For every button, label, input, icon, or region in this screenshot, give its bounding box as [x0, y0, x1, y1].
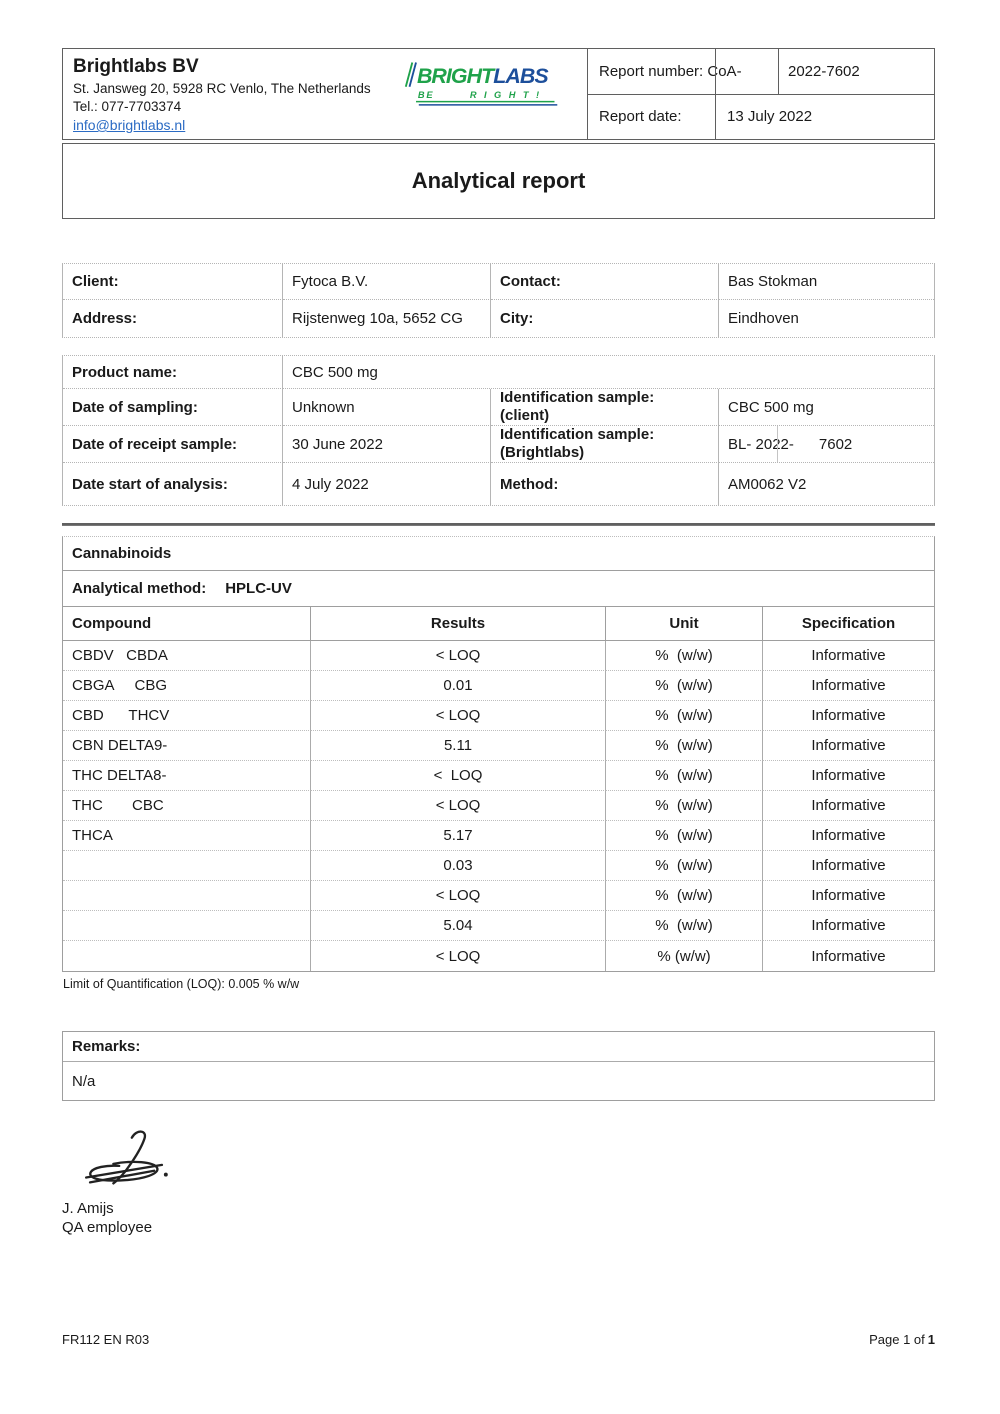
logo-tagline-right: RIGHT!: [469, 89, 547, 100]
table-header-row: [63, 607, 934, 641]
result-cell: < LOQ: [311, 881, 606, 911]
cell-divider: [777, 426, 778, 462]
brightlabs-logo-image: [403, 57, 561, 109]
date-of-receipt-label: Date of receipt sample:: [63, 426, 283, 463]
unit-cell: % (w/w): [606, 641, 763, 671]
specification-cell: Informative: [763, 911, 934, 941]
result-cell: 0.03: [311, 851, 606, 881]
report-date-row: [588, 95, 934, 140]
date-start-analysis-value: 4 July 2022: [283, 463, 491, 505]
unit-cell: % (w/w): [606, 911, 763, 941]
signatory-role: QA employee: [62, 1219, 153, 1236]
signature-image: [75, 1127, 177, 1195]
remarks-value: N/a: [72, 1072, 96, 1090]
specification-cell: Informative: [811, 947, 886, 965]
identification-lab-label: Identification sample: (Brightlabs): [491, 426, 719, 463]
svg-text:BRIGHTLABS: [417, 64, 549, 88]
footer-doc-code: FR112 EN R03: [62, 1332, 150, 1347]
compound-cell: CBN DELTA9-: [63, 731, 311, 761]
address-label: Address:: [63, 300, 283, 337]
method-value: AM0062 V2: [728, 475, 807, 493]
product-name-value: CBC 500 mg: [283, 356, 934, 389]
compound-cell: THC DELTA8-: [63, 761, 311, 791]
column-header-results: Results: [311, 607, 606, 640]
city-label: City:: [491, 300, 719, 337]
result-cell: < LOQ: [311, 761, 606, 791]
unit-cell: % (w/w): [606, 731, 763, 761]
client-value: Fytoca B.V.: [283, 264, 491, 300]
compound-cell: [63, 851, 311, 881]
page-footer: [62, 1332, 935, 1347]
table-row: [63, 671, 934, 701]
signatory-name: J. Amijs: [62, 1200, 114, 1217]
unit-cell: % (w/w): [606, 821, 763, 851]
contact-label: Contact:: [491, 264, 719, 300]
specification-cell: Informative: [763, 671, 934, 701]
table-row: [63, 761, 934, 791]
unit-cell: % (w/w): [606, 791, 763, 821]
cell-divider: [778, 49, 779, 94]
specification-cell: Informative: [763, 701, 934, 731]
identification-client-label: Identification sample: (client): [491, 389, 719, 426]
table-row: [63, 911, 934, 941]
city-value: Eindhoven: [728, 310, 799, 327]
specification-cell: Informative: [763, 851, 934, 881]
table-row: [63, 791, 934, 821]
title-box: [62, 143, 935, 219]
specification-cell: Informative: [763, 791, 934, 821]
date-start-analysis-label: Date start of analysis:: [63, 463, 283, 505]
report-content: [62, 0, 935, 1237]
compound-cell: [63, 911, 311, 941]
company-name: Brightlabs BV: [73, 56, 199, 77]
address-value: Rijstenweg 10a, 5652 CG: [283, 300, 491, 337]
footer-page-indicator: Page 1 of 1: [869, 1332, 935, 1347]
report-meta-table: [587, 48, 935, 140]
result-cell: < LOQ: [311, 701, 606, 731]
report-number-label: Report number: CoA-: [599, 62, 742, 80]
unit-cell: % (w/w): [606, 881, 763, 911]
report-number-row: [588, 49, 934, 95]
compound-cell: [63, 881, 311, 911]
sample-table: [62, 355, 935, 506]
compound-cell: CBD THCV: [63, 701, 311, 731]
report-date-label: Report date:: [599, 108, 682, 126]
cell-divider: [715, 95, 716, 140]
identification-client-value: CBC 500 mg: [719, 389, 934, 426]
page-title: Analytical report: [411, 168, 586, 193]
result-cell: 5.04: [311, 911, 606, 941]
brightlabs-logo: [403, 57, 561, 114]
analytical-method-label: Analytical method:: [72, 580, 207, 597]
compound-cell: THCA: [63, 821, 311, 851]
table-row: [63, 641, 934, 671]
report-date-value: 13 July 2022: [727, 108, 813, 126]
analytical-method-value: HPLC-UV: [225, 580, 292, 597]
section-title: Cannabinoids: [63, 537, 934, 571]
table-row: [63, 701, 934, 731]
report-number-value: 2022-7602: [788, 62, 860, 80]
compound-cell: CBDV CBDA: [63, 641, 311, 671]
column-header-compound: Compound: [63, 607, 311, 640]
column-header-specification: Specification: [801, 615, 896, 632]
unit-cell: % (w/w): [606, 701, 763, 731]
date-of-sampling-value: Unknown: [283, 389, 491, 426]
unit-cell: % (w/w): [606, 761, 763, 791]
remarks-box: [62, 1031, 935, 1101]
table-row: [63, 731, 934, 761]
client-table: [62, 263, 935, 338]
method-label: Method:: [491, 463, 719, 505]
column-header-unit: Unit: [606, 607, 763, 640]
product-name-label: Product name:: [63, 356, 283, 389]
table-row: [63, 821, 934, 851]
company-phone: Tel.: 077-7703374: [73, 99, 182, 114]
analytical-method-row: [63, 571, 934, 607]
specification-cell: Informative: [763, 641, 934, 671]
result-cell: 0.01: [311, 671, 606, 701]
date-of-receipt-value: 30 June 2022: [283, 426, 491, 463]
result-cell: 5.17: [311, 821, 606, 851]
compound-cell: [63, 941, 311, 971]
result-cell: 5.11: [311, 731, 606, 761]
cell-divider: [715, 49, 716, 94]
specification-cell: Informative: [763, 821, 934, 851]
unit-cell: % (w/w): [606, 671, 763, 701]
loq-note: Limit of Quantification (LOQ): 0.005 % w/w: [63, 977, 300, 991]
table-row: [63, 851, 934, 881]
section-divider: [62, 523, 935, 526]
logo-word-labs: LABS: [493, 64, 548, 88]
result-cell: < LOQ: [311, 791, 606, 821]
contact-value: Bas Stokman: [719, 264, 934, 300]
result-cell: < LOQ: [311, 641, 606, 671]
header: [62, 48, 935, 140]
company-address: St. Jansweg 20, 5928 RC Venlo, The Netherlands: [73, 81, 371, 96]
date-of-sampling-label: Date of sampling:: [63, 389, 283, 426]
cannabinoids-table: [62, 536, 935, 972]
compound-cell: THC CBC: [63, 791, 311, 821]
remarks-label: Remarks:: [63, 1032, 934, 1062]
signature-block: [62, 1127, 935, 1237]
compound-cell: CBGA CBG: [63, 671, 311, 701]
table-row: [63, 941, 934, 971]
logo-tagline-be: BE: [417, 89, 435, 100]
company-email-link[interactable]: info@brightlabs.nl: [73, 117, 186, 133]
unit-cell: % (w/w): [606, 941, 763, 971]
specification-cell: Informative: [763, 761, 934, 791]
specification-cell: Informative: [763, 731, 934, 761]
client-label: Client:: [63, 264, 283, 300]
result-cell: < LOQ: [311, 941, 606, 971]
table-row: [63, 881, 934, 911]
identification-lab-value: BL- 2022- 7602: [719, 426, 934, 463]
logo-word-bright: BRIGHT: [416, 64, 494, 88]
unit-cell: % (w/w): [606, 851, 763, 881]
specification-cell: Informative: [763, 881, 934, 911]
